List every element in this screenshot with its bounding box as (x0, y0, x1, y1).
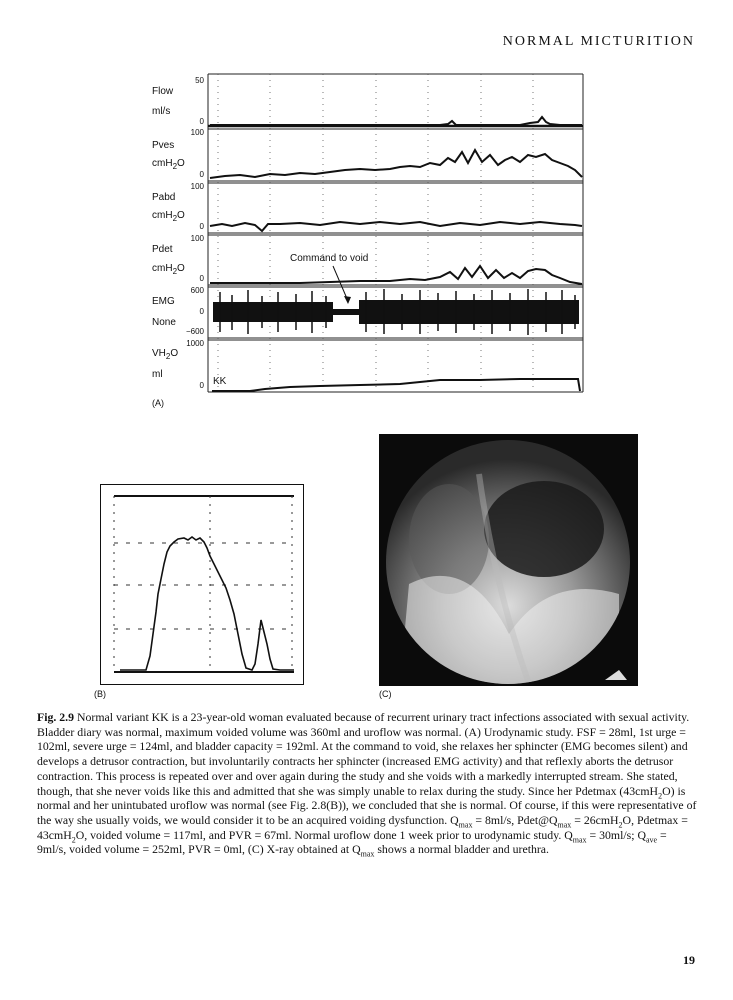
pdet-axis-top: 100 (190, 234, 204, 243)
uroflow-svg (100, 484, 305, 686)
panel-c-letter: (C) (379, 689, 392, 699)
caption-text-5: O, Pdetmax = 43cmH (37, 812, 688, 842)
caption-sub-4: 2 (618, 820, 623, 830)
emg-channel-label: EMG (152, 296, 175, 307)
caption-text-4: = 26cmH (571, 812, 619, 827)
urodynamic-tracing-svg (0, 0, 733, 420)
xray-image-svg (379, 434, 638, 686)
volume-channel-label: $VH_2O$ (152, 348, 179, 361)
uroflow-panel (100, 484, 305, 686)
flow-axis-bottom: 0 (199, 117, 204, 126)
pabd-axis-bottom: 0 (199, 222, 204, 231)
panel-b-letter: (B) (94, 689, 106, 699)
caption-text-6: O, voided volume = 117ml, and PVR = 67ml. Normal uroflow done 1 week prior to urodynamic study. Q (75, 827, 573, 842)
pves-axis-top: 100 (190, 128, 204, 137)
caption-sub-5: 2 (71, 834, 76, 844)
command-to-void-annotation: Command to void (290, 253, 369, 264)
pabd-unit-label: cmH$_2$O (152, 210, 185, 223)
pdet-unit-label: cmH$_2$O (152, 263, 185, 276)
pves-unit-label: cmH$_2$O (152, 158, 185, 171)
xray-image-panel (379, 434, 638, 686)
flow-channel-label: Flow (152, 86, 174, 97)
emg-axis-top: 600 (190, 286, 204, 295)
pdet-axis-bottom: 0 (199, 274, 204, 283)
caption-sub-2: max (458, 820, 473, 830)
flow-unit-label: ml/s (152, 106, 171, 117)
panel-a-letter: (A) (152, 398, 164, 408)
urodynamic-tracing-panel (0, 0, 733, 420)
caption-text-3: = 8ml/s, Pdet@Q (472, 812, 558, 827)
volume-axis-bottom: 0 (199, 381, 204, 390)
caption-sub-3: max (557, 820, 572, 830)
caption-text-9: shows a normal bladder and urethra. (374, 842, 549, 857)
figure-label: Fig. 2.9 (37, 710, 75, 724)
caption-text-1: Normal variant KK is a 23-year-old woman evaluated because of recurrent urinary tract infections associated with sexual activity. Bladder diary was normal, maximum voided volume was 360ml and uroflow was normal. (A) Urodynamic study. FSF = 28ml, 1st urge = 102ml, severe urge = 124ml, and bladder capacity = 192ml. At the command to void, she relaxes her sphincter (EMG becomes silent) and develops a detrusor contraction, but involuntarily contracts her sphincter (increased EMG activity) and that reflexly aborts the detrusor contraction. This process is repeated over and over again during the study and she voids with a markedly interrupted stream. She stated, though, that she never voids like this and admitted that she was simply unable to relax during the study. Since her Pdetmax (43cmH (37, 710, 690, 798)
page-number: 19 (683, 953, 695, 967)
volume-axis-top: 1000 (186, 339, 204, 348)
running-title: NORMAL MICTURITION (502, 34, 695, 49)
caption-text-7: = 30ml/s; Q (586, 827, 646, 842)
emg-axis-bottom: −600 (185, 327, 204, 336)
figure-caption (37, 710, 697, 857)
patient-tag: KK (213, 376, 227, 387)
caption-sub-7: ave (645, 834, 658, 844)
pves-axis-bottom: 0 (199, 170, 204, 179)
emg-unit-label: None (152, 317, 176, 328)
pdet-channel-label: Pdet (152, 244, 173, 255)
volume-unit-label: ml (152, 369, 163, 380)
pabd-channel-label: Pabd (152, 192, 176, 203)
pves-channel-label: Pves (152, 140, 175, 151)
caption-sub-6: max (572, 834, 587, 844)
caption-sub-1: 2 (658, 790, 663, 800)
caption-text-8: = 9ml/s, voided volume = 252ml, PVR = 0ml, (C) X-ray obtained at Q (37, 827, 667, 857)
emg-axis-mid: 0 (199, 307, 204, 316)
caption-text-2: O) is normal and her unintubated uroflow was normal (see Fig. 2.8(B)), we concluded that she is normal. Of course, if this were representative of the way she usually voids, we would consider it to be an acquired voiding dysfunction. Q (37, 783, 697, 827)
pabd-axis-top: 100 (190, 182, 204, 191)
flow-axis-top: 50 (195, 76, 204, 85)
caption-sub-8: max (360, 849, 375, 859)
